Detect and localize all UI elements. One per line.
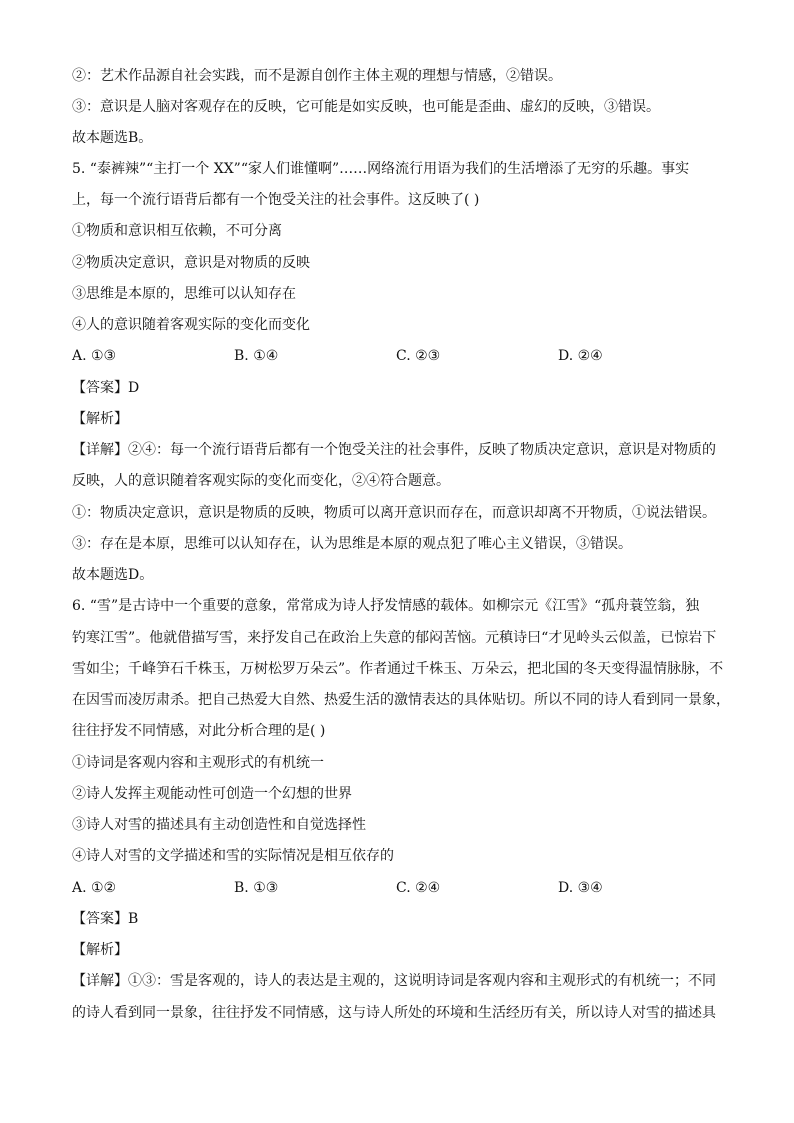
q6-options: [72, 878, 722, 898]
q6-answer: 【答案】B: [72, 911, 139, 927]
q6-option-b: B. ①③: [234, 880, 279, 896]
q5-detail-line-2: 反映，人的意识随着客观实际的变化而变化，②④符合题意。: [72, 473, 450, 489]
q5-detail-line-3: ①：物质决定意识，意识是物质的反映，物质可以离开意识而存在，而意识却离不开物质，①说法错误。: [72, 505, 716, 521]
q6-stem-line-1: 6. “雪”是古诗中一个重要的意象，常常成为诗人抒发情感的载体。如柳宗元《江雪》“孤舟蓑笠翁，独: [72, 598, 700, 614]
q5-detail-line-4: ③：存在是本原，思维可以认知存在，认为思维是本原的观点犯了唯心主义错误，③错误。: [72, 536, 632, 552]
q6-option-c: C. ②④: [396, 880, 441, 896]
q5-conclusion: 故本题选D。: [72, 567, 154, 583]
q5-item-4: ④人的意识随着客观实际的变化而变化: [72, 317, 310, 333]
q5-option-d: D. ②④: [558, 348, 603, 364]
q5-answer: 【答案】D: [72, 380, 140, 396]
q6-detail-line-2: 的诗人看到同一景象，往往抒发不同情感，这与诗人所处的环境和生活经历有关，所以诗人对雪的描述具: [72, 1005, 716, 1021]
q6-analysis-label: 【解析】: [72, 942, 128, 958]
q5-stem-line-1: 5. “泰裤辣”“主打一个 XX”“家人们谁懂啊”……网络流行用语为我们的生活增添了无穷的乐趣。事实: [72, 161, 690, 177]
q6-item-4: ④诗人对雪的文学描述和雪的实际情况是相互依存的: [72, 848, 394, 864]
q6-stem-line-5: 往往抒发不同情感，对此分析合理的是( ): [72, 723, 326, 739]
prev-analysis-line-2: ②：艺术作品源自社会实践，而不是源自创作主体主观的理想与情感，②错误。: [72, 68, 562, 84]
prev-conclusion: 故本题选B。: [72, 130, 153, 146]
q5-stem-line-2: 上，每一个流行语背后都有一个饱受关注的社会事件。这反映了( ): [72, 192, 480, 208]
q6-item-1: ①诗词是客观内容和主观形式的有机统一: [72, 755, 324, 771]
q6-stem-line-3: 雪如尘；千峰笋石千株玉，万树松罗万朵云”。作者通过千株玉、万朵云，把北国的冬天变得温情脉脉，不: [72, 661, 724, 677]
q5-item-3: ③思维是本原的，思维可以认知存在: [72, 286, 296, 302]
q5-analysis-label: 【解析】: [72, 411, 128, 427]
q5-item-2: ②物质决定意识，意识是对物质的反映: [72, 255, 310, 271]
q6-option-d: D. ③④: [558, 880, 603, 896]
q5-option-b: B. ①④: [234, 348, 279, 364]
q6-detail-line-1: 【详解】①③：雪是客观的，诗人的表达是主观的，这说明诗词是客观内容和主观形式的有机统一；不同: [72, 973, 716, 989]
q6-option-a: A. ①②: [72, 880, 117, 896]
q6-stem-line-4: 在因雪而凌厉肃杀。把自己热爱大自然、热爱生活的激情表达的具体贴切。所以不同的诗人看到同一景象，: [72, 692, 730, 708]
q6-item-3: ③诗人对雪的描述具有主动创造性和自觉选择性: [72, 817, 366, 833]
q5-option-c: C. ②③: [396, 348, 441, 364]
q5-detail-line-1: 【详解】②④：每一个流行语背后都有一个饱受关注的社会事件，反映了物质决定意识，意识是对物质的: [72, 442, 716, 458]
q6-item-2: ②诗人发挥主观能动性可创造一个幻想的世界: [72, 786, 352, 802]
prev-analysis-line-3: ③：意识是人脑对客观存在的反映，它可能是如实反映，也可能是歪曲、虚幻的反映，③错误。: [72, 99, 660, 115]
q5-option-a: A. ①③: [72, 348, 117, 364]
q6-stem-line-2: 钓寒江雪”。他就借描写雪，来抒发自己在政治上失意的郁闷苦恼。元稹诗曰“才见岭头云似盖，已惊岩下: [72, 630, 717, 646]
q5-options: [72, 346, 722, 366]
q5-item-1: ①物质和意识相互依赖，不可分离: [72, 223, 282, 239]
